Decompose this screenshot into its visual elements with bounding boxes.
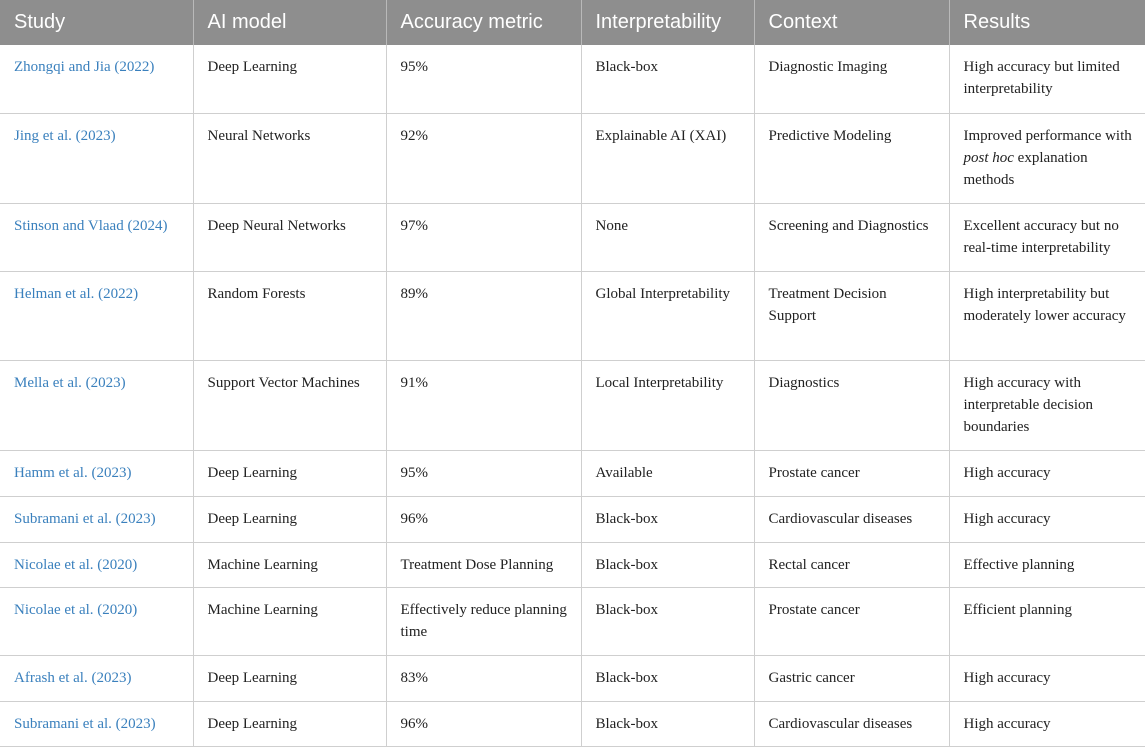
results-text: Improved performance with bbox=[963, 127, 1132, 144]
ai-model-cell: Deep Learning bbox=[193, 45, 386, 113]
ai-model-cell: Machine Learning bbox=[193, 542, 386, 587]
header-accuracy-metric: Accuracy metric bbox=[386, 0, 581, 45]
results-cell: High accuracy bbox=[949, 450, 1145, 496]
results-cell: High accuracy but limited interpretability bbox=[949, 45, 1145, 113]
interpretability-cell: Global Interpretability bbox=[581, 271, 754, 360]
header-ai-model: AI model bbox=[193, 0, 386, 45]
interpretability-cell: Black-box bbox=[581, 655, 754, 701]
context-cell: Diagnostic Imaging bbox=[754, 45, 949, 113]
study-link[interactable]: Subramani et al. (2023) bbox=[0, 496, 193, 542]
interpretability-cell: Black-box bbox=[581, 542, 754, 587]
results-cell bbox=[949, 113, 1145, 203]
ai-model-cell: Deep Learning bbox=[193, 496, 386, 542]
study-link[interactable]: Hamm et al. (2023) bbox=[0, 450, 193, 496]
context-cell: Predictive Modeling bbox=[754, 113, 949, 203]
study-link[interactable]: Stinson and Vlaad (2024) bbox=[0, 203, 193, 271]
ai-model-cell: Machine Learning bbox=[193, 587, 386, 655]
context-cell: Cardiovascular diseases bbox=[754, 496, 949, 542]
study-link[interactable]: Afrash et al. (2023) bbox=[0, 655, 193, 701]
ai-model-cell: Support Vector Machines bbox=[193, 360, 386, 450]
accuracy-cell: 97% bbox=[386, 203, 581, 271]
table-row bbox=[0, 45, 1145, 113]
ai-model-cell: Neural Networks bbox=[193, 113, 386, 203]
results-cell: High accuracy bbox=[949, 496, 1145, 542]
accuracy-cell: 96% bbox=[386, 496, 581, 542]
results-cell: Excellent accuracy but no real-time interpretability bbox=[949, 203, 1145, 271]
header-results: Results bbox=[949, 0, 1145, 45]
table-row bbox=[0, 271, 1145, 360]
interpretability-cell: Black-box bbox=[581, 701, 754, 746]
results-cell: High accuracy with interpretable decision boundaries bbox=[949, 360, 1145, 450]
ai-model-cell: Deep Learning bbox=[193, 701, 386, 746]
table-row bbox=[0, 450, 1145, 496]
results-cell: High accuracy bbox=[949, 655, 1145, 701]
header-study: Study bbox=[0, 0, 193, 45]
study-link[interactable]: Jing et al. (2023) bbox=[0, 113, 193, 203]
accuracy-cell: 95% bbox=[386, 45, 581, 113]
study-link[interactable]: Mella et al. (2023) bbox=[0, 360, 193, 450]
results-cell: High interpretability but moderately lower accuracy bbox=[949, 271, 1145, 360]
context-cell: Treatment Decision Support bbox=[754, 271, 949, 360]
accuracy-cell: 91% bbox=[386, 360, 581, 450]
header-context: Context bbox=[754, 0, 949, 45]
interpretability-cell: None bbox=[581, 203, 754, 271]
accuracy-cell: Effectively reduce planning time bbox=[386, 587, 581, 655]
interpretability-cell: Black-box bbox=[581, 587, 754, 655]
accuracy-cell: 83% bbox=[386, 655, 581, 701]
accuracy-cell: 92% bbox=[386, 113, 581, 203]
ai-model-cell: Random Forests bbox=[193, 271, 386, 360]
interpretability-cell: Available bbox=[581, 450, 754, 496]
table-row bbox=[0, 496, 1145, 542]
header-interpretability: Interpretability bbox=[581, 0, 754, 45]
interpretability-cell: Black-box bbox=[581, 496, 754, 542]
study-link[interactable]: Nicolae et al. (2020) bbox=[0, 542, 193, 587]
accuracy-cell: 95% bbox=[386, 450, 581, 496]
context-cell: Screening and Diagnostics bbox=[754, 203, 949, 271]
accuracy-cell: 89% bbox=[386, 271, 581, 360]
header-row bbox=[0, 0, 1145, 45]
results-cell: Efficient planning bbox=[949, 587, 1145, 655]
study-link[interactable]: Subramani et al. (2023) bbox=[0, 701, 193, 746]
table-row bbox=[0, 655, 1145, 701]
context-cell: Diagnostics bbox=[754, 360, 949, 450]
table-row bbox=[0, 113, 1145, 203]
results-cell: Effective planning bbox=[949, 542, 1145, 587]
accuracy-cell: Treatment Dose Planning bbox=[386, 542, 581, 587]
table-row bbox=[0, 203, 1145, 271]
ai-model-cell: Deep Learning bbox=[193, 450, 386, 496]
context-cell: Cardiovascular diseases bbox=[754, 701, 949, 746]
table-row bbox=[0, 542, 1145, 587]
context-cell: Prostate cancer bbox=[754, 450, 949, 496]
table-row bbox=[0, 701, 1145, 746]
table-row bbox=[0, 360, 1145, 450]
ai-model-cell: Deep Neural Networks bbox=[193, 203, 386, 271]
results-text: explanation methods bbox=[963, 149, 1088, 188]
study-link[interactable]: Helman et al. (2022) bbox=[0, 271, 193, 360]
context-cell: Gastric cancer bbox=[754, 655, 949, 701]
study-link[interactable]: Nicolae et al. (2020) bbox=[0, 587, 193, 655]
accuracy-cell: 96% bbox=[386, 701, 581, 746]
context-cell: Prostate cancer bbox=[754, 587, 949, 655]
interpretability-cell: Explainable AI (XAI) bbox=[581, 113, 754, 203]
interpretability-cell: Local Interpretability bbox=[581, 360, 754, 450]
study-link[interactable]: Zhongqi and Jia (2022) bbox=[0, 45, 193, 113]
context-cell: Rectal cancer bbox=[754, 542, 949, 587]
table-row bbox=[0, 587, 1145, 655]
results-italic-text: post hoc bbox=[963, 149, 1014, 166]
results-cell: High accuracy bbox=[949, 701, 1145, 746]
ai-model-cell: Deep Learning bbox=[193, 655, 386, 701]
interpretability-cell: Black-box bbox=[581, 45, 754, 113]
